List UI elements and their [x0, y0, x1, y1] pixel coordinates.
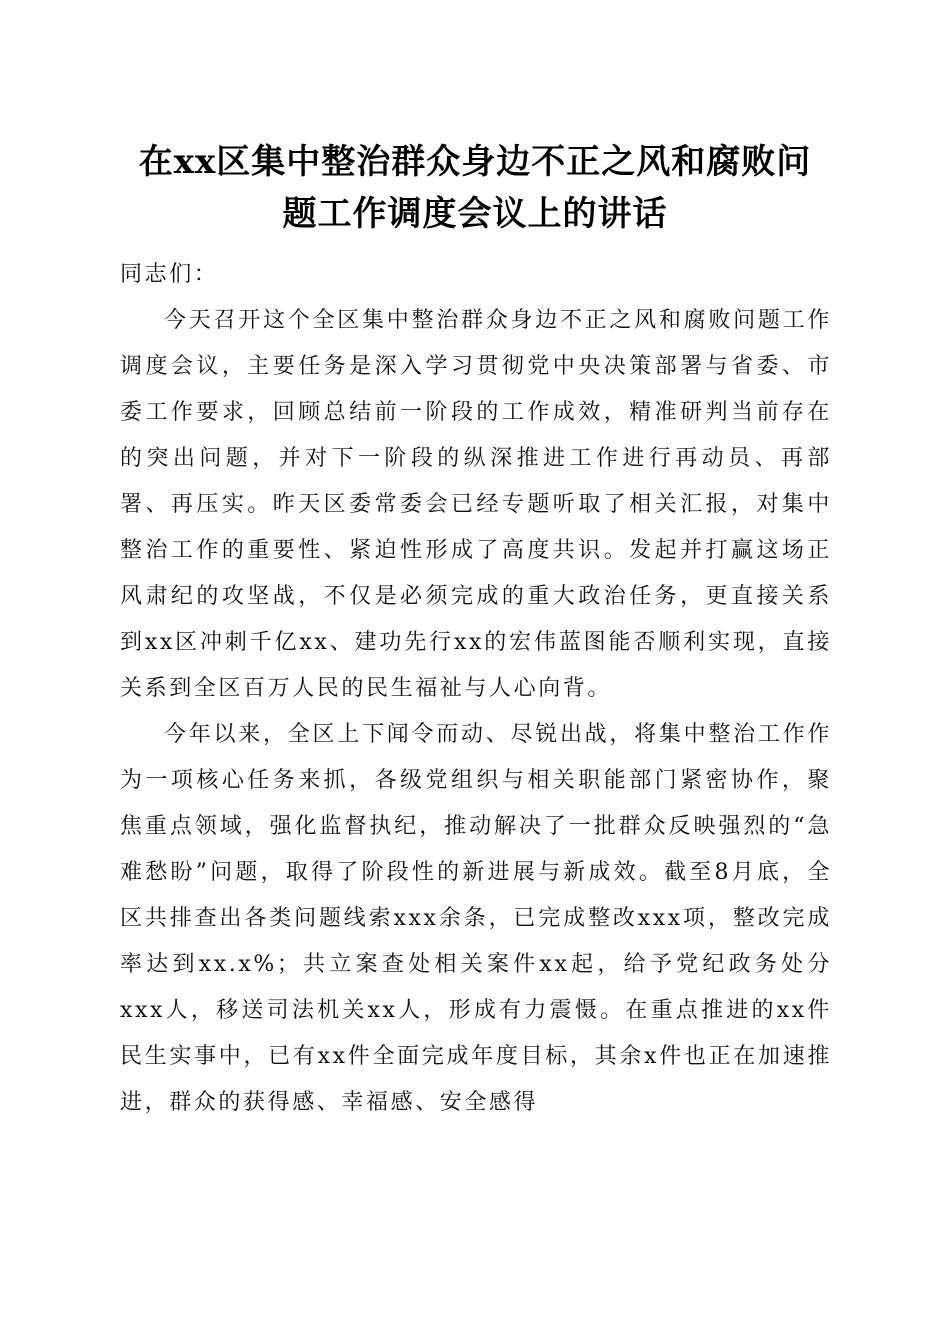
- paragraph-2: 今年以来，全区上下闻令而动、尽锐出战，将集中整治工作作为一项核心任务来抓，各级党组织与相关职能部门紧密协作，聚焦重点领域，强化监督执纪，推动解决了一批群众反映强烈的“急难愁盼”问题，取得了阶段性的新进展与新成效。截至8月底，全区共排查出各类问题线索xxx余条，已完成整改xxx项，整改完成率达到xx.x%；共立案查处相关案件xx起，给予党纪政务处分xxx人，移送司法机关xx人，形成有力震慑。在重点推进的xx件民生实事中，已有xx件全面完成年度目标，其余x件也正在加速推进，群众的获得感、幸福感、安全感得: [120, 722, 832, 1115]
- greeting: 同志们：: [120, 262, 219, 287]
- document-body: [120, 252, 832, 1126]
- title-line-2: 题工作调度会议上的讲话: [282, 194, 668, 234]
- document-title: [120, 136, 830, 240]
- title-line-1: 在xx区集中整治群众身边不正之风和腐败问: [138, 142, 812, 182]
- paragraph-1: 今天召开这个全区集中整治群众身边不正之风和腐败问题工作调度会议，主要任务是深入学习贯彻党中央决策部署与省委、市委工作要求，回顾总结前一阶段的工作成效，精准研判当前存在的突出问题，并对下一阶段的纵深推进工作进行再动员、再部署、再压实。昨天区委常委会已经专题听取了相关汇报，对集中整治工作的重要性、紧迫性形成了高度共识。发起并打赢这场正风肃纪的攻坚战，不仅是必须完成的重大政治任务，更直接关系到xx区冲刺千亿xx、建功先行xx的宏伟蓝图能否顺利实现，直接关系到全区百万人民的民生福祉与人心向背。: [120, 308, 832, 701]
